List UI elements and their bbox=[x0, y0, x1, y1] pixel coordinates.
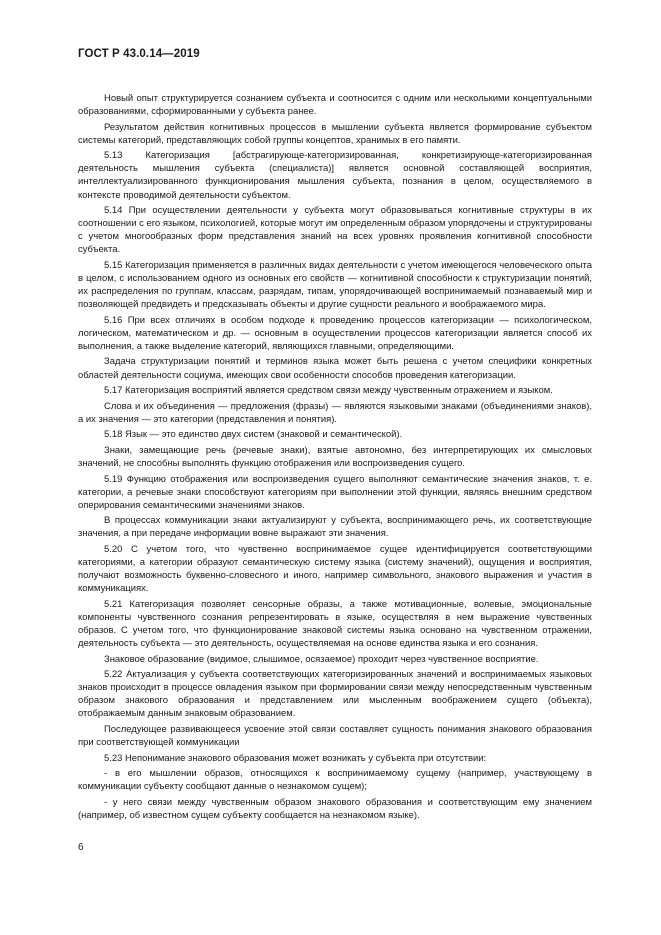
paragraph: Новый опыт структурируется сознанием субъекта и соотносится с одним или несколькими концептуальными образованиями, сформированными у субъекта ранее. bbox=[78, 93, 592, 118]
paragraph: 5.21 Категоризация позволяет сенсорные образы, а также мотивационные, волевые, эмоциональные компоненты чувственного сознания репрезентировать в языке, осуществляя в нем выражение чувственных образов. С учетом того, что функционирование знаковой системы языка основано на чувственном отражении, деятельность субъекта — это деятельность, осуществляемая на основе единства языка и его сознания. bbox=[78, 598, 592, 650]
paragraph: 5.13 Категоризация [абстрагирующе-категоризированная, конкретизирующе-категоризированная деятельность мышления субъекта (специалиста)] является основной составляющей восприятия, интеллектуализированного функционирования мышления субъекта, познания в целом, осуществляемого в контексте проводимой деятельности субъектом. bbox=[78, 150, 592, 201]
paragraph: Последующее развивающееся усвоение этой связи составляет сущность понимания знакового образования при соответствующей коммуникации bbox=[78, 724, 592, 749]
paragraph: 5.20 С учетом того, что чувственно воспринимаемое сущее идентифицируется соответствующими категориями, а категории образуют семантическую систему языка (систему значений), ощущения и восприятия, получают возможность буквенно-словесного и иного, например символьного, знакового выражения и участия в коммуникациях. bbox=[78, 544, 592, 595]
paragraph: Задача структуризации понятий и терминов языка может быть решена с учетом специфики конкретных областей деятельности социума, имеющих свои особенности способов проведения категоризации. bbox=[78, 356, 592, 381]
paragraph: Знаковое образование (видимое, слышимое, осязаемое) проходит через чувственное восприятие. bbox=[104, 653, 539, 665]
paragraph: 5.14 При осуществлении деятельности у субъекта могут образовываться когнитивные структуры в их соотношении с его языком, психологией, которые могут им определенным образом упорядочены и структурированы с учетом многообразных форм представления знаний на всех уровнях проявления когнитивной способности субъекта. bbox=[78, 205, 592, 256]
document-header: ГОСТ Р 43.0.14—2019 bbox=[78, 48, 200, 60]
document-body bbox=[78, 92, 592, 822]
paragraph: 5.17 Категоризация восприятий является средством связи между чувственным отражением и языком. bbox=[104, 385, 553, 397]
paragraph: 5.18 Язык — это единство двух систем (знаковой и семантической). bbox=[104, 429, 403, 441]
list-item: - в его мышлении образов, относящихся к воспринимаемому сущему (например, участвующему в коммуникации субъекту сообщают данные о незнакомом сущем); bbox=[78, 768, 592, 793]
paragraph: 5.23 Непонимание знакового образования может возникать у субъекта при отсутствии: bbox=[104, 752, 487, 764]
page-number: 6 bbox=[78, 842, 84, 853]
paragraph: 5.16 При всех отличиях в особом подходе к проведению процессов категоризации — психологическом, логическом, математическом и др. — основным в осуществлении процессов категоризации является способ их выполнения, а также выделение категорий, являющихся главными, определяющими. bbox=[78, 314, 592, 352]
paragraph: Результатом действия когнитивных процессов в мышлении субъекта является формирование субъектом системы категорий, представляющих собой группы концептов, хранимых в его памяти. bbox=[78, 121, 592, 146]
paragraph: 5.22 Актуализация у субъекта соответствующих категоризированных значений и воспринимаемых языковых знаков происходит в процессе овладения языком при формировании связи между непосредственным чувственным образом знакового образования и представлением или мысленным воображением сущего (объекта), отображаемым данным знаковым образованием. bbox=[78, 669, 592, 720]
paragraph: 5.15 Категоризация применяется в различных видах деятельности с учетом имеющегося человеческого опыта в целом, с использованием одного из основных его свойств — когнитивной способности к структуризации понятий, их распределения по группам, классам, разрядам, типам, упорядочивающей воспринимаемый познаваемый мир и позволяющей предвидеть и предсказывать объекты и другие сущности реального и воображаемого мира. bbox=[78, 259, 592, 311]
list-item: - у него связи между чувственным образом знакового образования и соответствующим ему значением (например, об известном сущем субъекту сообщается на незнакомом языке). bbox=[78, 796, 592, 821]
paragraph: Знаки, замещающие речь (речевые знаки), взятые автономно, без интерпретирующих их смысловых значений, не способны выполнять функцию отображения или воспроизведения сущего. bbox=[78, 444, 592, 470]
paragraph: В процессах коммуникации знаки актуализируют у субъекта, воспринимающего речь, их соответствующие значения, а при передаче информации вовне выражают эти значения. bbox=[78, 515, 592, 540]
paragraph: 5.19 Функцию отображения или воспроизведения сущего выполняют семантические значения знаков, т. е. категории, а речевые знаки способствуют категориям при выполнении этой функции, являясь внешним средством оперирования семантическими значениями знаков. bbox=[78, 473, 592, 511]
paragraph: Слова и их объединения — предложения (фразы) — являются языковыми знаками (объединениями знаков), а их значения — это категории (представления и понятия). bbox=[78, 400, 592, 425]
